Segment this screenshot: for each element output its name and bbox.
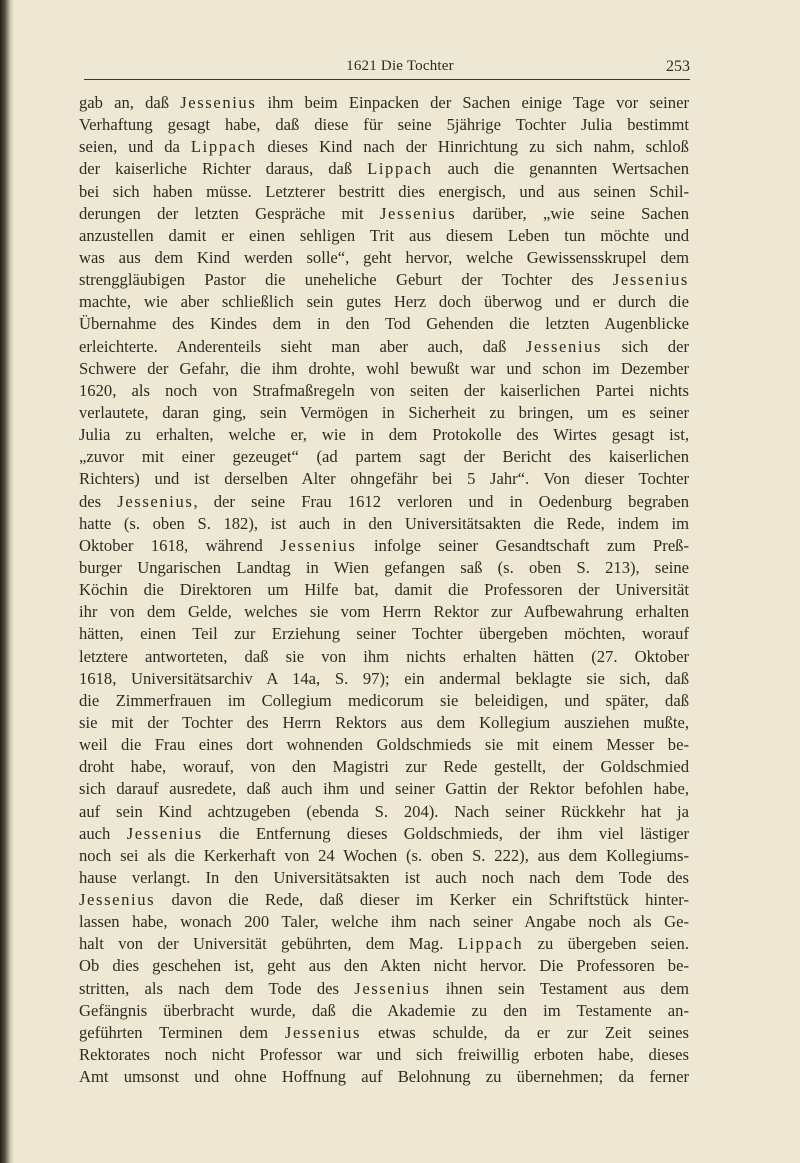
text-line: Rektorates noch nicht Professor war und sich freiwillig erboten habe, dieses	[79, 1045, 689, 1065]
header-rule	[84, 79, 690, 80]
spaced-name: Jessenius	[79, 890, 156, 910]
spaced-name: Lippach	[190, 137, 257, 157]
spaced-name: Jessenius	[354, 978, 431, 998]
spaced-name: Jessenius	[126, 823, 203, 843]
text-line: verlautete, daran ging, sein Vermögen in Sicherheit zu bringen, um es seiner	[79, 402, 689, 422]
text-line: machte, wie aber schließlich sein gutes Herz doch überwog und er durch die	[79, 292, 689, 312]
text-line: was aus dem Kind werden solle“, geht hervor, welche Gewissensskrupel dem	[79, 247, 689, 267]
text-line: „zuvor mit einer gezeuget“ (ad partem sagt der Bericht des kaiserlichen	[79, 447, 689, 467]
spaced-name: Lippach	[457, 934, 524, 954]
text-line: 1620, als noch von Strafmaßregeln von seiten der kaiserlichen Partei nichts	[79, 380, 689, 400]
spaced-name: Jessenius	[525, 336, 603, 356]
text-line: der kaiserliche Richter daraus, daß Lippach auch die genannten Wertsachen	[79, 159, 689, 179]
text-line: hätten, einen Teil zur Erziehung seiner Tochter übergeben möchten, worauf	[79, 624, 689, 644]
text-line: Ob dies geschehen ist, geht aus den Akten nicht hervor. Die Professoren be-	[79, 956, 689, 976]
text-line: Richters) und ist derselben Alter ohngefähr bei 5 Jahr“. Von dieser Tochter	[79, 469, 689, 489]
text-line: burger Ungarischen Landtag in Wien gefangen saß (s. oben S. 213), seine	[79, 557, 689, 577]
text-line: Verhaftung gesagt habe, daß diese für seine 5jährige Tochter Julia bestimmt	[79, 115, 689, 135]
text-line: seien, und da Lippach dieses Kind nach der Hinrichtung zu sich nahm, schloß	[79, 137, 689, 157]
text-line: hatte (s. oben S. 182), ist auch in den Universitätsakten die Rede, indem im	[79, 513, 689, 533]
text-line: 1618, Universitätsarchiv A 14a, S. 97); ein andermal beklagte sie sich, daß	[79, 668, 689, 688]
text-line: gab an, daß Jessenius ihm beim Einpacken der Sachen einige Tage vor seiner	[79, 93, 689, 112]
text-line: Schwere der Gefahr, die ihm drohte, wohl bewußt war und schon im Dezember	[79, 358, 689, 378]
text-line: Köchin die Direktoren um Hilfe bat, damit die Professoren der Universität	[79, 580, 689, 600]
text-line: auch Jessenius die Entfernung dieses Goldschmieds, der ihm viel lästiger	[79, 823, 689, 843]
text-line: bei sich haben müsse. Letzterer bestritt dies energisch, und aus seinen Schil-	[79, 181, 689, 201]
text-line: hause verlangt. In den Universitätsakten ist auch noch nach dem Tode des	[79, 867, 689, 887]
text-line: lassen habe, wonach 200 Taler, welche ihm nach seiner Angabe noch als Ge-	[79, 912, 689, 932]
text-line: stritten, als nach dem Tode des Jessenius ihnen sein Testament aus dem	[79, 978, 689, 998]
text-line: Julia zu erhalten, welche er, wie in dem Protokolle des Wirtes gesagt ist,	[79, 425, 689, 445]
text-line: Jessenius davon die Rede, daß dieser im Kerker ein Schriftstück hinter-	[79, 890, 689, 910]
text-line: letztere antworteten, daß sie von ihm nichts erhalten hätten (27. Oktober	[79, 646, 689, 666]
page-binding-shadow	[0, 0, 14, 1163]
text-line: auf sein Kind achtzugeben (ebenda S. 204). Nach seiner Rückkehr hat ja	[79, 801, 689, 821]
text-line: anzustellen damit er einen sehligen Trit aus diesem Leben tun möchte und	[79, 225, 689, 245]
text-line: weil die Frau eines dort wohnenden Goldschmieds sie mit einem Messer be-	[79, 735, 689, 755]
text-line: strenggläubigen Pastor die uneheliche Geburt der Tochter des Jessenius	[79, 270, 689, 290]
text-line: Oktober 1618, während Jessenius infolge seiner Gesandtschaft zum Preß-	[79, 535, 690, 555]
text-line: die Zimmerfrauen im Collegium medicorum sie beleidigen, und später, daß	[79, 690, 689, 710]
text-line: des Jessenius, der seine Frau 1612 verloren und in Oedenburg begraben	[79, 491, 689, 511]
text-line: derungen der letzten Gespräche mit Jessenius darüber, „wie seine Sachen	[79, 203, 689, 223]
running-header-title: 1621 Die Tochter	[346, 58, 454, 74]
spaced-name: Jessenius	[117, 491, 194, 511]
text-line: droht habe, worauf, von den Magistri zur Rede gestellt, der Goldschmied	[79, 757, 689, 777]
text-line: noch sei als die Kerkerhaft von 24 Wochen (s. oben S. 222), aus dem Kollegiums-	[79, 845, 689, 865]
text-line: geführten Terminen dem Jessenius etwas schulde, da er zur Zeit seines	[79, 1022, 689, 1042]
text-line: Übernahme des Kindes dem in den Tod Gehenden die letzten Augenblicke	[79, 314, 689, 334]
spaced-name: Jessenius	[180, 93, 257, 112]
body-text	[79, 92, 689, 1088]
text-line: sich darauf ausredete, daß auch ihm und seiner Gattin der Rektor befohlen habe,	[79, 779, 689, 799]
text-line: halt von der Universität gebührten, dem Mag. Lippach zu übergeben seien.	[79, 934, 689, 954]
spaced-name: Jessenius	[284, 1022, 362, 1042]
text-line: sie mit der Tochter des Herrn Rektors aus dem Kollegium ausziehen mußte,	[79, 712, 689, 732]
text-line: Gefängnis überbracht wurde, daß die Akademie zu den im Testamente an-	[79, 1000, 689, 1020]
text-line: Amt umsonst und ohne Hoffnung auf Belohnung zu übernehmen; da ferner	[79, 1067, 689, 1087]
text-line: ihr von dem Gelde, welches sie vom Herrn Rektor zur Aufbewahrung erhalten	[79, 602, 689, 622]
spaced-name: Jessenius	[379, 203, 457, 223]
page-number: 253	[666, 58, 690, 75]
spaced-name: Jessenius	[612, 270, 689, 290]
spaced-name: Lippach	[367, 159, 433, 179]
text-line: erleichterte. Anderenteils sieht man aber auch, daß Jessenius sich der	[79, 336, 689, 356]
spaced-name: Jessenius	[280, 535, 357, 555]
